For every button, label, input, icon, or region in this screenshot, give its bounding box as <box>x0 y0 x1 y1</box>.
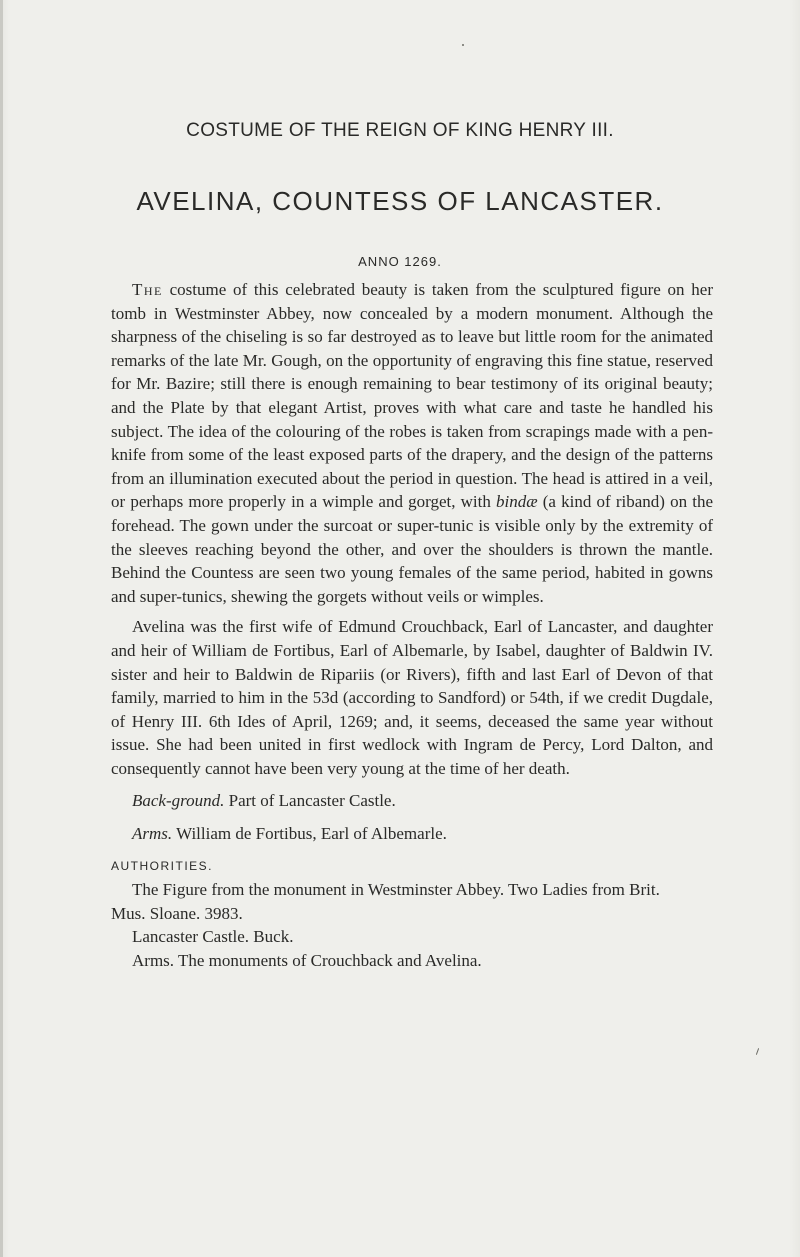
arms-note <box>111 822 713 846</box>
authority-item: Mus. Sloane. 3983. <box>111 903 243 923</box>
body-text <box>111 278 713 973</box>
page-title: AVELINA, COUNTESS OF LANCASTER. <box>136 186 664 216</box>
authority-item: The Figure from the monument in Westminster Abbey. Two Ladies from Brit. <box>132 880 660 900</box>
authority-item: Lancaster Castle. Buck. <box>132 927 294 947</box>
italic-term: bindæ <box>496 492 538 512</box>
arms-label: Arms. <box>132 824 173 844</box>
authority-item: Arms. The monuments of Crouchback and Avelina. <box>132 951 482 971</box>
paragraph-costume-text-a: costume of this celebrated beauty is taken from the sculptured figure on her tomb in Westminster Abbey, now concealed by a modern monument. Although the sharpness of the chiseling is so far destroyed as to leave but little room for the animated remarks of the late Mr. Gough, on the opportunity of engraving this fine statue, reserved for Mr. Bazire; still there is enough remaining to bear testimony of its original beauty; and the Plate by that elegant Artist, proves with what care and taste he handled his subject. The idea of the colouring of the robes is taken from scrapings made with a pen-knife from some of the least exposed parts of the drapery, and the design of the patterns from an illumination executed about the period in question. The head is attired in a veil, or perhaps more properly in a wimple and gorget, with <box>111 280 713 512</box>
paragraph-costume-text-b: (a kind of riband) on the forehead. The gown under the surcoat or super-tunic is visible only by the extremity of the sleeves reaching beyond the other, and over the shoulders is thrown the mantle. Behind the Countess are seen two young females of the same period, habited in gowns and super-tunics, shewing the gorgets without veils or wimples. <box>111 492 714 606</box>
date-line: ANNO 1269. <box>358 254 442 269</box>
background-text: Part of Lancaster Castle. <box>224 791 396 811</box>
background-note <box>111 789 713 813</box>
paragraph-costume <box>111 278 713 608</box>
paper-mark <box>756 1048 759 1055</box>
arms-text: William de Fortibus, Earl of Albemarle. <box>172 824 447 844</box>
lead-word: The <box>132 280 163 299</box>
authorities-heading: AUTHORITIES. <box>111 858 214 873</box>
paper-speck <box>462 44 464 46</box>
paragraph-biography: Avelina was the first wife of Edmund Crouchback, Earl of Lancaster, and daughter and heir of William de Fortibus, Earl of Albemarle, by Isabel, daughter of Baldwin IV. sister and heir to Baldwin de Ripariis (or Rivers), fifth and last Earl of Devon of that family, married to him in the 53d (according to Sandford) or 54th, if we credit Dugdale, of Henry III. 6th Ides of April, 1269; and, it seems, deceased the same year without issue. She had been united in first wedlock with Ingram de Percy, Lord Dalton, and consequently cannot have been very young at the time of her death. <box>111 617 713 778</box>
background-label: Back-ground. <box>132 791 225 811</box>
running-header: COSTUME OF THE REIGN OF KING HENRY III. <box>186 120 614 141</box>
